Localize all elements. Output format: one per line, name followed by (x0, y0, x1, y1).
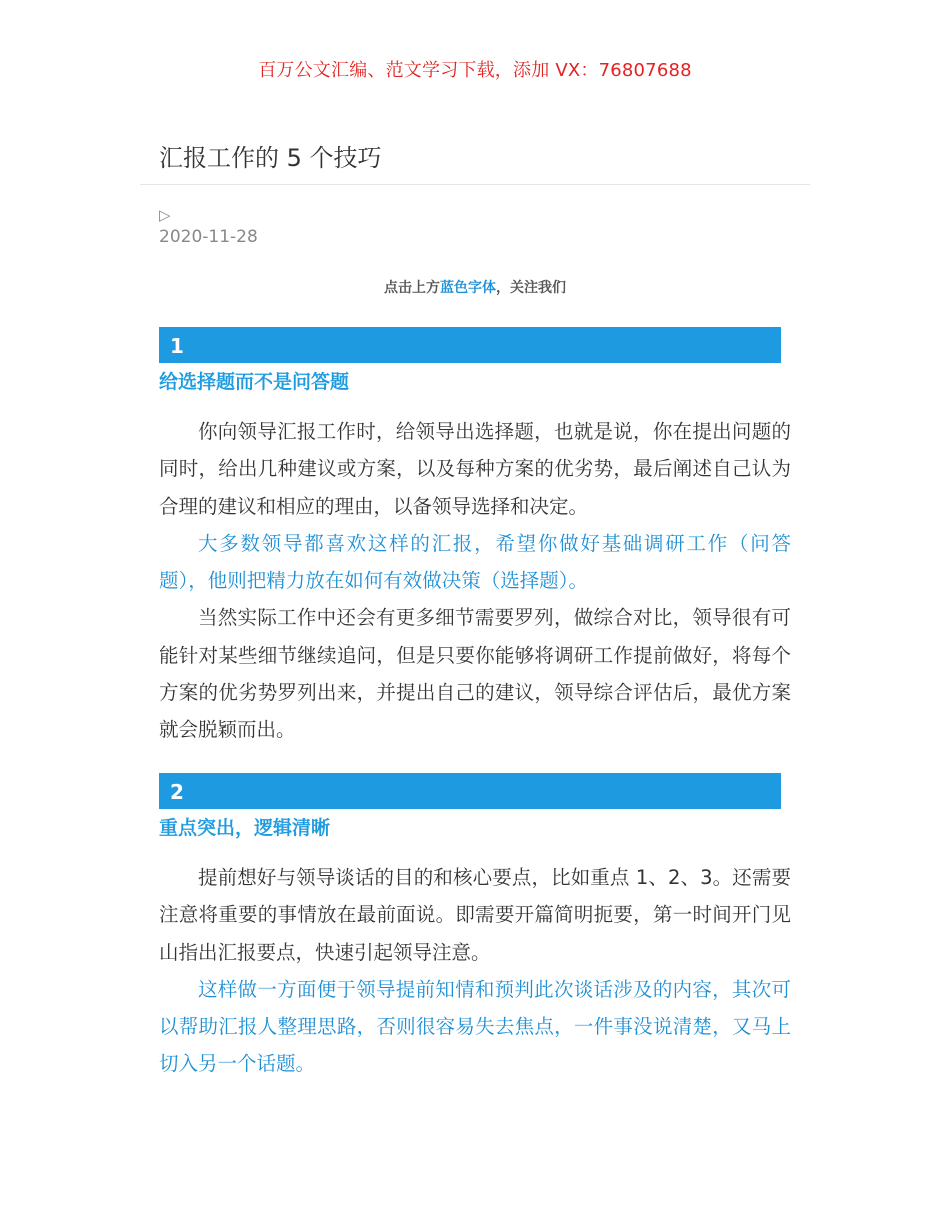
follow-prompt (0, 277, 950, 297)
publish-date: 2020-11-28 (159, 227, 258, 247)
section-2 (159, 773, 791, 1083)
section-paragraph: 提前想好与领导谈话的目的和核心要点，比如重点 1、2、3。还需要注意将重要的事情放在最前面说。即需要开篇简明扼要，第一时间开门见山指出汇报要点，快速引起领导注意。 (159, 866, 791, 964)
section-paragraph-highlight: 大多数领导都喜欢这样的汇报，希望你做好基础调研工作（问答题），他则把精力放在如何有效做决策（选择题）。 (159, 531, 791, 593)
section-1 (159, 327, 791, 749)
section-heading: 给选择题而不是问答题 (159, 371, 350, 393)
promo-banner: 百万公文汇编、范文学习下载，添加 VX：76807688 (258, 60, 692, 81)
section-paragraph: 当然实际工作中还会有更多细节需要罗列，做综合对比，领导很有可能针对某些细节继续追问，但是只要你能够将调研工作提前做好，将每个方案的优劣势罗列出来，并提出自己的建议，领导综合评估后，最优方案就会脱颖而出。 (159, 606, 791, 742)
follow-highlight[interactable]: 蓝色字体 (440, 280, 496, 296)
follow-text-3: ，关注我们 (496, 280, 566, 296)
section-paragraph: 你向领导汇报工作时，给领导出选择题，也就是说，你在提出问题的同时，给出几种建议或方案，以及每种方案的优劣势，最后阐述自己认为合理的建议和相应的理由，以备领导选择和决定。 (159, 420, 791, 518)
title-divider (140, 184, 810, 185)
article-title: 汇报工作的 5 个技巧 (159, 144, 382, 172)
section-number-bar: 1 (159, 327, 781, 363)
section-paragraph-highlight: 这样做一方面便于领导提前知情和预判此次谈话涉及的内容，其次可以帮助汇报人整理思路，否则很容易失去焦点，一件事没说清楚，又马上切入另一个话题。 (159, 977, 791, 1076)
section-heading: 重点突出，逻辑清晰 (159, 817, 331, 839)
play-triangle-icon[interactable]: ▷ (159, 206, 171, 224)
follow-text-2: 上方 (412, 280, 440, 296)
follow-text-1: 点击 (384, 280, 412, 296)
section-number-bar: 2 (159, 773, 781, 809)
